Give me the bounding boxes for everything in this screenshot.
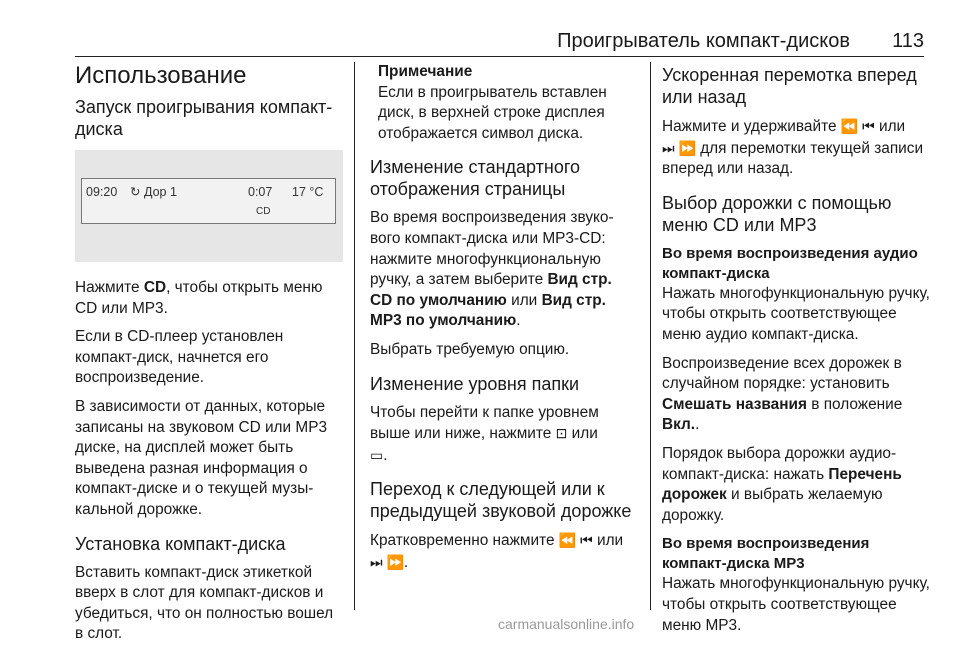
display-temperature: 17 °C bbox=[292, 185, 324, 199]
note-block bbox=[370, 62, 638, 144]
display-clock: 09:20 bbox=[86, 185, 118, 199]
paragraph bbox=[75, 278, 343, 319]
paragraph: Нажать многофункциональную ручку, чтобы открыть соответствующее меню MP3. bbox=[662, 575, 930, 634]
bold-term: CD bbox=[143, 279, 167, 296]
subsection-track-menu: Выбор дорожки с помощью меню CD или MP3 bbox=[662, 192, 892, 235]
paragraph bbox=[370, 530, 638, 573]
display-track: Дор 1 bbox=[144, 185, 177, 199]
paragraph: Нажать многофункциональную ручку, чтобы открыть соответствующее меню аудио компакт-диска. bbox=[662, 284, 930, 343]
text: в положение bbox=[806, 395, 903, 413]
column-divider bbox=[354, 62, 355, 610]
radio-display bbox=[81, 178, 336, 224]
paragraph: Выбрать требуемую опцию. bbox=[370, 340, 570, 358]
text: Кратковременно нажмите bbox=[370, 532, 559, 550]
repeat-icon: ↻ bbox=[130, 185, 141, 199]
sub-heading-audio-cd: Во время воспроизведения аудио компакт-диска bbox=[662, 244, 918, 282]
subsection-default-view: Изменение стандартного отображения страницы bbox=[370, 157, 581, 200]
paragraph bbox=[662, 354, 930, 436]
display-elapsed: 0:07 bbox=[248, 185, 273, 199]
watermark: carmanualsonline.info bbox=[498, 616, 635, 632]
subsection-fast-forward: Ускоренная перемотка вперед или назад bbox=[662, 65, 917, 107]
rewind-icon: ⏪ ⏮ bbox=[840, 118, 875, 134]
bold-term: Вид стр. MP3 по умолчанию bbox=[370, 291, 606, 330]
section-heading: Использование bbox=[75, 62, 247, 89]
subsection-insert-cd: Установка компакт-диска bbox=[75, 533, 286, 554]
text: или bbox=[592, 532, 624, 550]
sub-heading-mp3: Во время воспроизведения компакт-диска MP3 bbox=[662, 535, 870, 573]
text: или bbox=[567, 425, 598, 443]
bold-term: Вид стр. CD по умолчанию bbox=[370, 271, 612, 309]
next-track-icon: ⏭ ⏩ bbox=[370, 553, 404, 570]
text: Чтобы перейти к папке уровнем выше или ниже, нажмите bbox=[370, 403, 599, 443]
text: . bbox=[695, 416, 700, 434]
fast-forward-icon: ⏭ ⏩ bbox=[662, 139, 696, 156]
note-text: Если в проигрыватель вставлен диск, в верхней строке дисплея отображается символ диска. bbox=[378, 83, 607, 142]
previous-track-icon: ⏪ ⏮ bbox=[558, 532, 593, 549]
text: Воспроизведение всех дорожек в случайном порядке: установить bbox=[662, 354, 902, 393]
text: Нажмите и удерживайте bbox=[662, 118, 841, 135]
text: или bbox=[874, 118, 906, 135]
page-number: 113 bbox=[892, 30, 924, 52]
display-source: CD bbox=[256, 206, 271, 217]
bold-term: Смешать названия bbox=[662, 395, 807, 413]
paragraph: Вставить компакт-диск этикеткой вверх в слот для компакт-дисков и убедиться, что он полностью вошел в слот. bbox=[75, 563, 334, 643]
chapter-title: Проигрыватель компакт-дисков bbox=[557, 30, 850, 52]
paragraph: Если в CD-плеер установлен компакт-диск, начнется его воспроизведение. bbox=[75, 328, 284, 387]
text: . bbox=[403, 553, 409, 571]
folder-down-icon: ▭ bbox=[370, 446, 384, 463]
header-divider bbox=[75, 56, 924, 57]
column-1 bbox=[75, 62, 343, 653]
text: или bbox=[506, 291, 542, 309]
note-label: Примечание bbox=[378, 63, 473, 80]
paragraph: В зависимости от данных, которые записаны на звуковом CD или MP3 диске, на дисплей может быть выведена разная информация о компакт-диске и о текущей музыкальной дорожке. bbox=[75, 397, 328, 518]
text: . bbox=[516, 312, 521, 330]
column-divider bbox=[650, 62, 651, 610]
paragraph bbox=[370, 208, 638, 332]
bold-term: Вкл. bbox=[662, 416, 696, 434]
text: и выбрать желаемую дорожку. bbox=[662, 486, 883, 524]
text: Нажмите bbox=[75, 279, 144, 296]
paragraph bbox=[662, 116, 930, 180]
text: Во время воспроизведения звукового компакт-диска или MP3-CD: нажмите многофункциональную ручку, а затем выберите bbox=[370, 209, 614, 289]
column-3 bbox=[662, 62, 930, 644]
text: для перемотки текущей записи вперед или назад. bbox=[662, 139, 924, 178]
paragraph bbox=[662, 444, 930, 526]
text: Порядок выбора дорожки аудиокомпакт-диска: нажать bbox=[662, 444, 897, 483]
folder-up-icon: ⊡ bbox=[555, 425, 568, 442]
subsection-folder-level: Изменение уровня папки bbox=[370, 373, 580, 394]
subsection-start-playback: Запуск проигрывания компакт-диска bbox=[75, 97, 333, 139]
text: . bbox=[383, 446, 388, 464]
display-figure bbox=[75, 150, 343, 262]
text: , чтобы открыть меню CD или MP3. bbox=[75, 279, 323, 317]
subsection-next-track: Переход к следующей или к предыдущей звуковой дорожке bbox=[370, 479, 632, 522]
column-2 bbox=[370, 62, 638, 582]
bold-term: Перечень дорожек bbox=[662, 465, 902, 504]
page-header bbox=[0, 0, 960, 58]
paragraph bbox=[370, 403, 638, 467]
